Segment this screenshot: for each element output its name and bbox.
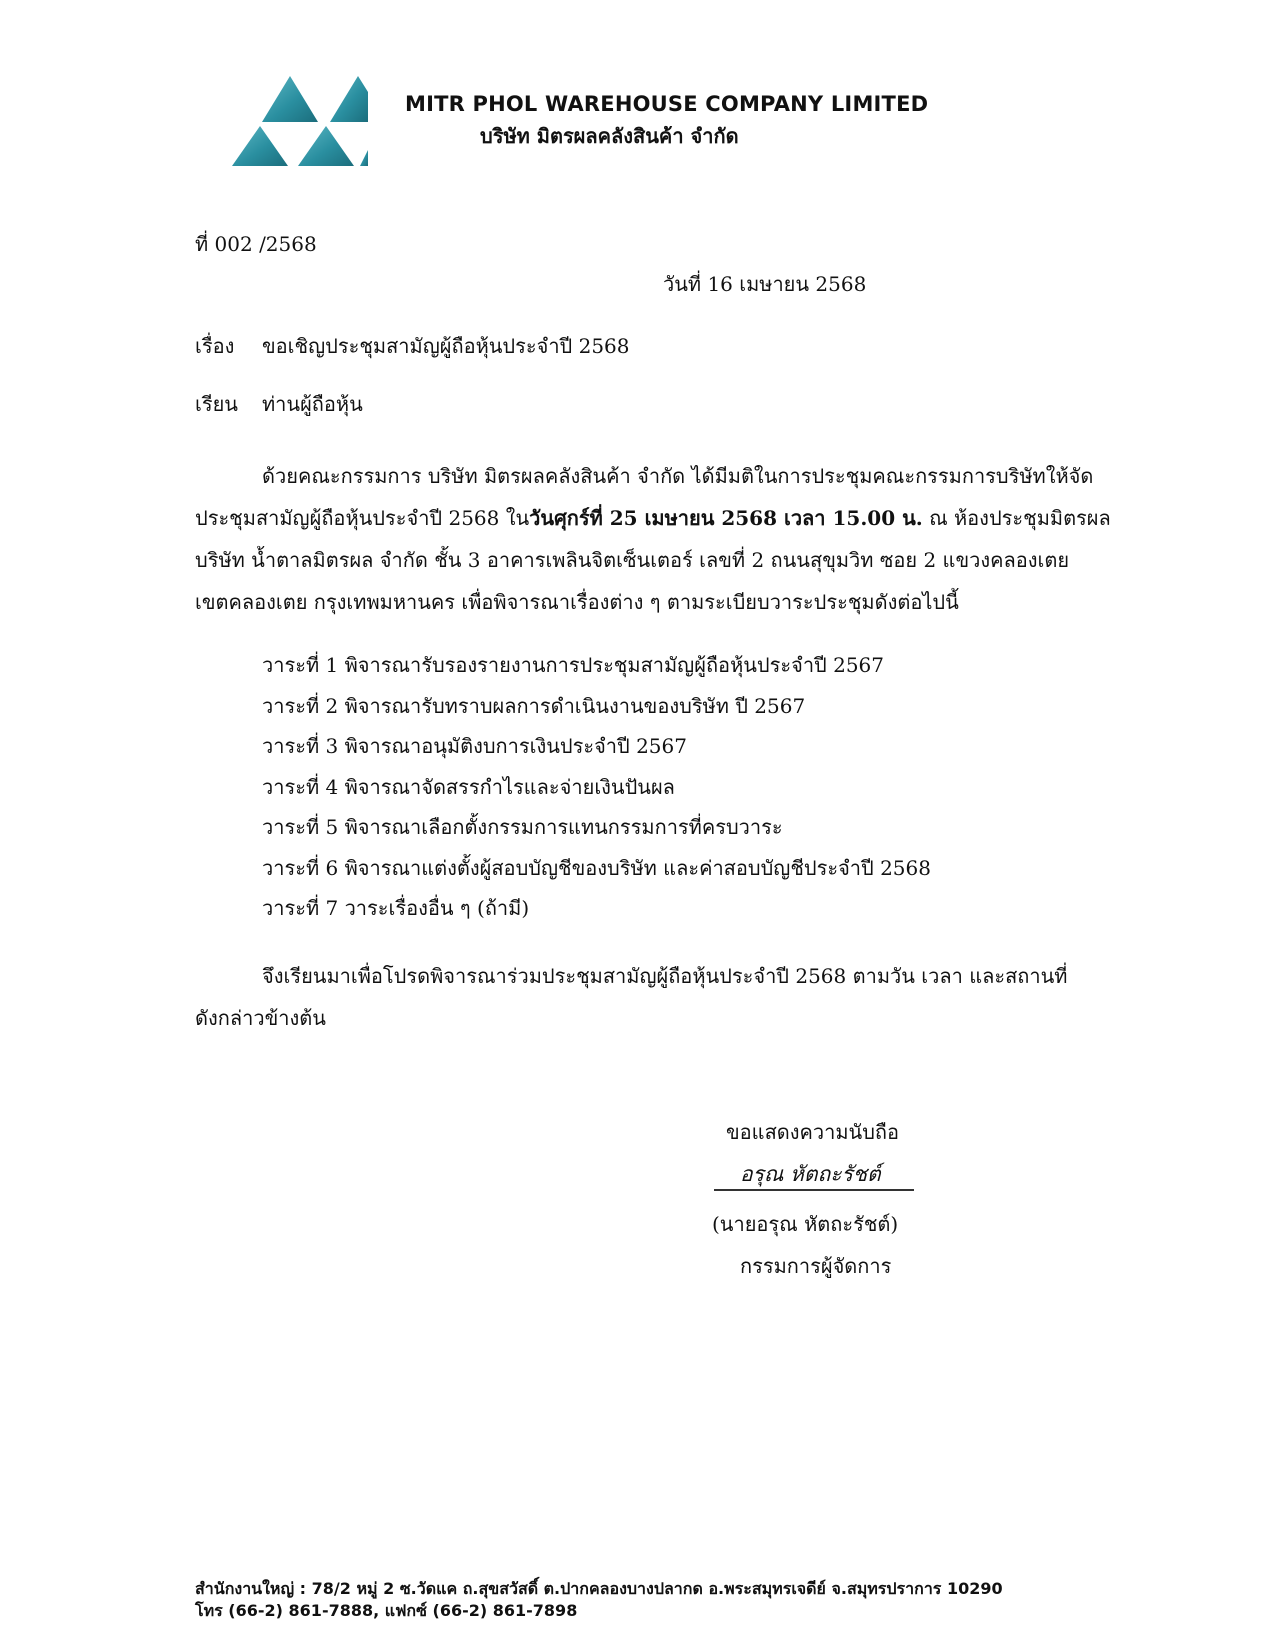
footer [195,1578,1003,1622]
footer-contact: โทร (66-2) 861-7888, แฟกซ์ (66-2) 861-7898 [195,1601,578,1620]
document-number: ที่ 002 /2568 [195,232,317,256]
body-text: ณ ห้องประชุมมิตรผล [922,506,1111,530]
agenda-item: วาระที่ 2 พิจารณารับทราบผลการดำเนินงานของบริษัท ปี 2567 [262,693,806,718]
subject-label: เรื่อง [195,334,235,358]
agenda-item: วาระที่ 6 พิจารณาแต่งตั้งผู้สอบบัญชีของบริษัท และค่าสอบบัญชีประจำปี 2568 [262,855,931,880]
signer-title: กรรมการผู้จัดการ [740,1254,892,1278]
body-paragraph [195,455,1111,623]
signature-line [714,1189,914,1191]
body-line: เขตคลองเตย กรุงเทพมหานคร เพื่อพิจารณาเรื่องต่าง ๆ ตามระเบียบวาระประชุมดังต่อไปนี้ [195,590,959,614]
company-name-th: บริษัท มิตรผลคลังสินค้า จำกัด [480,124,739,148]
document-date: วันที่ 16 เมษายน 2568 [663,272,867,296]
closing-line: ดังกล่าวข้างต้น [195,1006,326,1030]
body-text: ประชุมสามัญผู้ถือหุ้นประจำปี 2568 ใน [195,506,530,530]
company-logo [232,72,368,172]
signature: อรุณ หัตถะรัชต์ [740,1162,881,1186]
body-line: บริษัท น้ำตาลมิตรผล จำกัด ชั้น 3 อาคารเพลินจิตเซ็นเตอร์ เลขที่ 2 ถนนสุขุมวิท ซอย 2 แขวงคลองเตย [195,548,1070,572]
agenda-list [262,645,931,929]
closing-paragraph [195,955,1075,1039]
agenda-item: วาระที่ 4 พิจารณาจัดสรรกำไรและจ่ายเงินปันผล [262,774,675,799]
subject-text: ขอเชิญประชุมสามัญผู้ถือหุ้นประจำปี 2568 [262,334,630,358]
signer-name: (นายอรุณ หัตถะรัชต์) [712,1212,899,1236]
meeting-datetime: วันศุกร์ที่ 25 เมษายน 2568 เวลา 15.00 น. [529,506,923,530]
agenda-item: วาระที่ 3 พิจารณาอนุมัติงบการเงินประจำปี 2567 [262,734,687,758]
body-line [195,497,1111,539]
recipient-text: ท่านผู้ถือหุ้น [262,392,363,416]
recipient-label: เรียน [195,392,238,416]
company-name-en: MITR PHOL WAREHOUSE COMPANY LIMITED [405,92,929,116]
agenda-item: วาระที่ 5 พิจารณาเลือกตั้งกรรมการแทนกรรมการที่ครบวาระ [262,815,783,839]
footer-address: สำนักงานใหญ่ : 78/2 หมู่ 2 ซ.วัดแค ถ.สุขสวัสดิ์ ต.ปากคลองบางปลากด อ.พระสมุทรเจดีย์ จ.สมุทรปราการ 10290 [195,1579,1003,1598]
regards-text: ขอแสดงความนับถือ [726,1120,900,1144]
agenda-item: วาระที่ 1 พิจารณารับรองรายงานการประชุมสามัญผู้ถือหุ้นประจำปี 2567 [262,653,885,677]
agenda-item: วาระที่ 7 วาระเรื่องอื่น ๆ (ถ้ามี) [262,896,530,920]
closing-line: จึงเรียนมาเพื่อโปรดพิจารณาร่วมประชุมสามัญผู้ถือหุ้นประจำปี 2568 ตามวัน เวลา และสถานที่ [262,964,1068,988]
body-line: ด้วยคณะกรรมการ บริษัท มิตรผลคลังสินค้า จำกัด ได้มีมติในการประชุมคณะกรรมการบริษัทให้จัด [262,464,1094,488]
